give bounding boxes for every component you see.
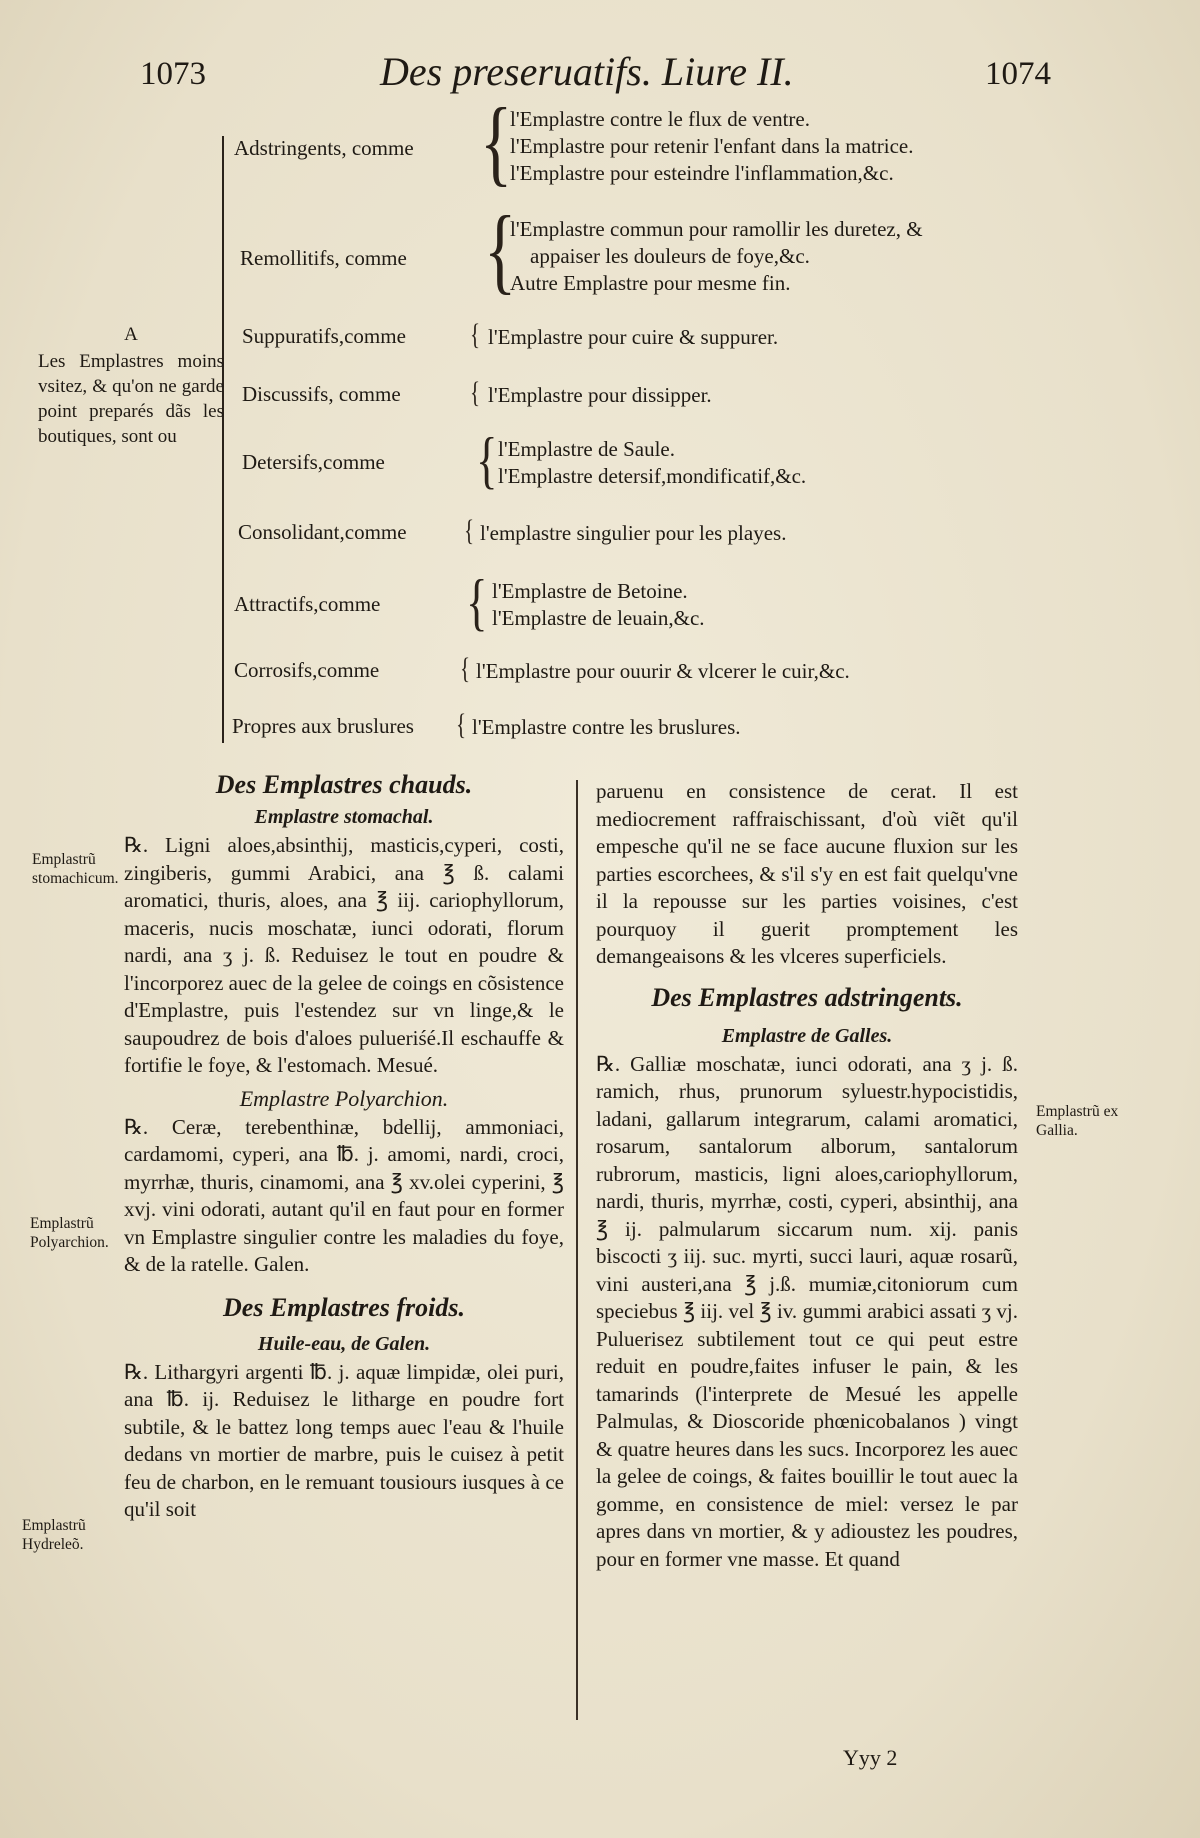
category-label: Corrosifs,comme	[234, 658, 380, 682]
continued-text: paruenu en consistence de cerat. Il est mediocrement raffraischissant, d'où viẽt qu'il empesche qu'il ne se face aucune fluxion sur les parties escorchees, & s'il s'y en est fait quelqu'vne il la repousse sur les parties voisines, c'est pourquoy il guerit promptement les demangeaisons & les vlceres superficiels.	[596, 779, 1018, 968]
category-label: Suppuratifs,comme	[242, 324, 406, 348]
category-items	[510, 216, 923, 297]
recipe-text: ℞. Ceræ, terebenthinæ, bdellij, ammoniaci, cardamomi, cyperi, ana ℔. j. amomi, nardi, croci, myrrhæ, thuris, cinamomi, ana ℥ xv.olei cyperini, ℥ xvj. vini odorati, autant qu'il en faut pour en former vn Emplastre singulier contre les maladies du foye, & de la ratelle. Galen.	[124, 1114, 564, 1276]
category-items	[480, 520, 786, 547]
category-item: appaiser les douleurs de foye,&c.	[530, 244, 810, 268]
category-label: Discussifs, comme	[242, 382, 401, 406]
category-item: l'Emplastre pour dissipper.	[488, 383, 712, 407]
category-items	[476, 658, 850, 685]
recipe-text: ℞. Lithargyri argenti ℔. j. aquæ limpidæ, olei puri, ana ℔. ij. Reduisez le litharge en poudre fort subtile, & le battez long temps auec l'eau & l'huile dedans vn mortier de marbre, puis le cuisez à petit feu de charbon, en le remuant tousiours iusques à ce qu'il soit	[124, 1359, 564, 1521]
tree-root-text: Les Emplastres moins vsitez, & qu'on ne garde point preparés dãs les boutiques, sont ou	[38, 351, 224, 447]
category-label: Consolidant,comme	[238, 520, 407, 544]
recipe-heading: Emplastre Polyarchion.	[239, 1085, 449, 1111]
left-column	[124, 768, 564, 1524]
tree-root-letter: A	[124, 324, 138, 345]
brace-icon: {	[456, 708, 467, 741]
classification-tree	[0, 88, 1200, 750]
category-item: l'Emplastre contre le flux de ventre.	[510, 107, 810, 131]
brace-icon: {	[484, 196, 517, 303]
category-item: l'Emplastre detersif,mondificatif,&c.	[498, 464, 807, 488]
section-heading: Des Emplastres adstringents.	[651, 982, 963, 1012]
category-item: l'Emplastre pour cuire & suppurer.	[488, 325, 779, 349]
category-item: l'Emplastre de Betoine.	[492, 579, 688, 603]
recipe-text: ℞. Ligni aloes,absinthij, masticis,cyperi, costi, zingiberis, gummi Arabici, ana ℥ ß. calami aromatici, thuris, aloes, ana ℥ iij. cariophyllorum, maceris, nucis moschatæ, iunci odorati, florum nardi, ana ʒ j. ß. Reduisez le tout en poudre & l'incorporez auec de la gelee de coings en cõsistence d'Emplastre, puis l'estendez sur vn linge,& le saupoudrez de bois d'aloes pulueriśé.Il eschauffe & fortifie le foye, & l'estomach. Mesué.	[124, 833, 564, 1077]
category-items	[488, 382, 712, 409]
column-divider	[576, 780, 578, 1720]
brace-icon: {	[470, 318, 481, 351]
running-title: Des preseruatifs. Liure II.	[380, 49, 794, 94]
tree-root	[38, 322, 224, 449]
category-item: l'emplastre singulier pour les playes.	[480, 521, 787, 545]
recipe-heading: Huile-eau, de Galen.	[257, 1332, 431, 1355]
category-items	[492, 578, 705, 632]
category-items	[472, 714, 741, 741]
category-label: Attractifs,comme	[234, 592, 381, 616]
recipe-heading: Emplastre stomachal.	[254, 806, 434, 828]
category-item: l'Emplastre de leuain,&c.	[492, 606, 705, 630]
category-label: Remollitifs, comme	[240, 246, 407, 270]
category-label: Detersifs,comme	[242, 450, 385, 474]
left-page-number: 1073	[140, 56, 206, 92]
category-item: l'Emplastre pour ouurir & vlcerer le cuir,&c.	[476, 659, 850, 683]
section-heading: Des Emplastres froids.	[223, 1292, 465, 1322]
category-item: l'Emplastre pour esteindre l'inflammation,&c.	[510, 161, 894, 185]
running-header	[0, 48, 1200, 108]
category-items	[488, 324, 778, 351]
margin-note: Emplastrũ ex Gallia.	[1036, 1103, 1119, 1139]
category-item: Autre Emplastre pour mesme fin.	[510, 271, 791, 295]
brace-icon: {	[466, 566, 488, 637]
section-heading: Des Emplastres chauds.	[215, 770, 473, 799]
category-item: l'Emplastre de Saule.	[498, 437, 675, 461]
category-label: Propres aux bruslures	[232, 714, 414, 738]
category-item: l'Emplastre contre les bruslures.	[472, 715, 741, 739]
category-items	[510, 106, 914, 187]
brace-icon: {	[470, 376, 481, 409]
category-label: Adstringents, comme	[234, 136, 414, 160]
right-page-number: 1074	[985, 56, 1051, 92]
margin-note: Emplastrũ stomachicum.	[32, 851, 119, 887]
signature-mark: Yyy 2	[843, 1745, 898, 1770]
category-item: l'Emplastre pour retenir l'enfant dans la matrice.	[510, 134, 914, 158]
recipe-text: ℞. Galliæ moschatæ, iunci odorati, ana ʒ j. ß. ramich, rhus, prunorum syluestr.hypocistidis, ladani, gallarum integrarum, calami aromatici, rosarum, santalorum alborum, santalorum rubrorum, masticis, ligni aloes,cariophyllorum, nardi, thuris, myrrhæ, costi, cyperi, absinthij, ana ℥ ij. palmularum siccarum num. xij. panis biscocti ʒ iij. suc. myrti, succi lauri, aquæ rosarũ, vini austeri,ana ℥ j.ß. mumiæ,citoniorum cum speciebus ℥ iij. vel ℥ iv. gummi arabici assati ʒ vj. Puluerisez subtilement tout ce qui peut estre reduit en poudre,faites infuser le pain, & les tamarinds (l'interprete de Mesué les appelle Palmulas, & Dioscoride phœnicobalanos ) vingt & quatre heures dans les sucs. Incorporez les auec la gelee de coings, & faites bouillir le tout auec la gomme, en consistence de miel: versez le par apres dans vn mortier, & y adioustez les poudres, pour en former vne masse. Et quand	[596, 1051, 1018, 1571]
right-column	[596, 778, 1018, 1573]
brace-icon: {	[476, 424, 498, 495]
brace-icon: {	[464, 514, 475, 547]
brace-icon: {	[480, 88, 513, 195]
brace-icon: {	[460, 652, 471, 685]
category-items	[498, 436, 806, 490]
margin-note: Emplastrũ Hydreleõ.	[22, 1517, 86, 1553]
recipe-heading: Emplastre de Galles.	[721, 1024, 893, 1047]
margin-note: Emplastrũ Polyarchion.	[30, 1215, 109, 1251]
category-item: l'Emplastre commun pour ramollir les duretez, &	[510, 217, 923, 241]
